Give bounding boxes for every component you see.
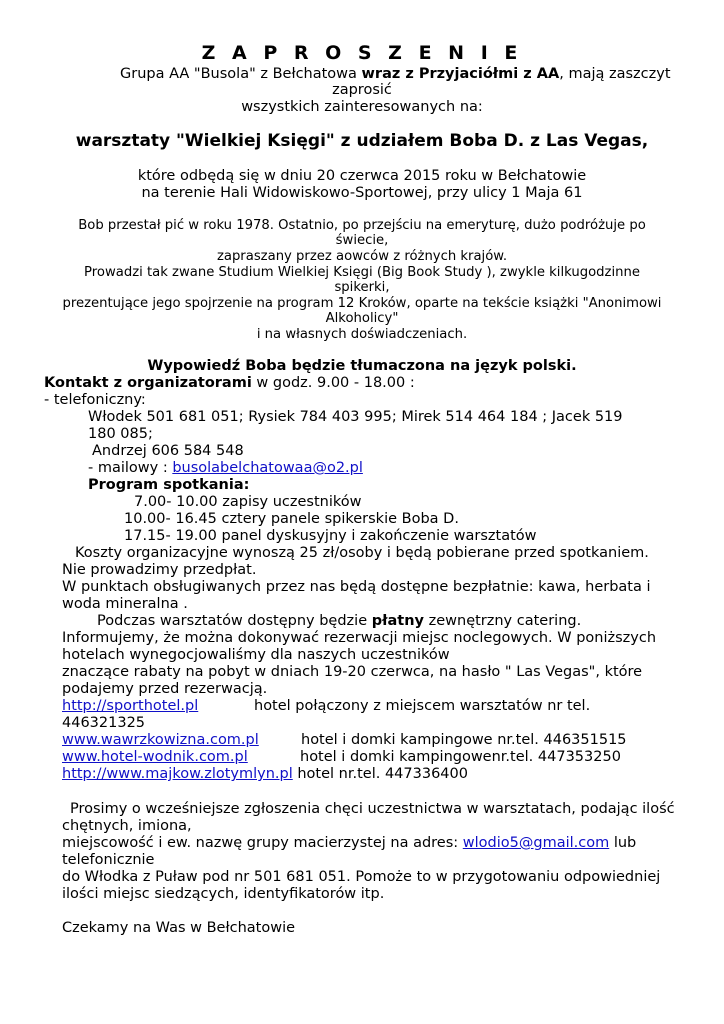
program-item: 10.00- 16.45 cztery panele spikerskie Boba D.	[124, 511, 459, 527]
request-line-3	[62, 835, 636, 852]
bio-line: spikerki,	[334, 280, 390, 295]
mail-link[interactable]: busolabelchatowaa@o2.pl	[172, 460, 363, 476]
program-item: 7.00- 10.00 zapisy uczestników	[134, 494, 362, 510]
request-line-2: chętnych, imiona,	[62, 818, 192, 834]
contact-label: Kontakt z organizatorami	[44, 375, 252, 391]
catering-text-b: zewnętrzny catering.	[424, 613, 582, 629]
request-text-a: miejscowość i ew. nazwę grupy macierzystej na adres:	[62, 835, 463, 851]
costs-line-1: Koszty organizacyjne wynoszą 25 zł/osoby i będą pobierane przed spotkaniem.	[75, 545, 649, 561]
bio-line: świecie,	[335, 233, 389, 248]
phones-label: - telefoniczny:	[44, 392, 146, 408]
program-item: 17.15- 19.00 panel dyskusyjny i zakończenie warsztatów	[124, 528, 537, 544]
hotel-desc: hotel połączony z miejscem warsztatów nr tel.	[254, 698, 591, 714]
bio-line: i na własnych doświadczeniach.	[256, 327, 468, 342]
hotel-link-majkow[interactable]: http://www.majkow.zlotymlyn.pl	[62, 766, 293, 782]
phones-line-1: Włodek 501 681 051; Rysiek 784 403 995; Mirek 514 464 184 ; Jacek 519	[88, 409, 623, 425]
phones-line-3: Andrzej 606 584 548	[92, 443, 244, 459]
contact-hours: w godz. 9.00 - 18.00 :	[251, 375, 415, 391]
hotels-intro-3: znaczące rabaty na pobyt w dniach 19-20 czerwca, na hasło " Las Vegas", które	[62, 664, 643, 680]
mail-line	[88, 460, 363, 477]
closing: Czekamy na Was w Bełchatowie	[62, 920, 296, 936]
intro-bold: wraz z Przyjaciółmi z AA	[361, 66, 560, 82]
bio-line: Bob przestał pić w roku 1978. Ostatnio, po przejściu na emeryturę, dużo podróżuje po	[78, 218, 646, 233]
event-line-1: które odbędą się w dniu 20 czerwca 2015 roku w Bełchatowie	[137, 168, 587, 184]
catering-bold: płatny	[371, 613, 424, 629]
intro-text-a: Grupa AA "Busola" z Bełchatowa	[120, 66, 362, 82]
email-link[interactable]: wlodio5@gmail.com	[462, 835, 610, 851]
costs-line-3: W punktach obsługiwanych przez nas będą dostępne bezpłatnie: kawa, herbata i	[62, 579, 651, 595]
headline: warsztaty "Wielkiej Księgi" z udziałem Boba D. z Las Vegas,	[75, 131, 649, 151]
hotels-intro-2: hotelach wynegocjowaliśmy dla naszych uczestników	[62, 647, 450, 663]
page-title: Z A P R O S Z E N I E	[201, 42, 523, 64]
request-line-5: do Włodka z Puław pod nr 501 681 051. Pomoże to w przygotowaniu odpowiedniej	[62, 869, 661, 885]
event-line-2: na terenie Hali Widowiskowo-Sportowej, przy ulicy 1 Maja 61	[141, 185, 583, 201]
request-line-6: ilości miejsc siedzących, identyfikatorów itp.	[62, 886, 385, 902]
hotels-intro-1: Informujemy, że można dokonywać rezerwacji miejsc noclegowych. W poniższych	[62, 630, 657, 646]
translation-note: Wypowiedź Boba będzie tłumaczona na język polski.	[147, 358, 577, 374]
bio-line: prezentujące jego spojrzenie na program 12 Kroków, oparte na tekście książki "Anonimowi	[62, 296, 662, 311]
hotel-link-wodnik[interactable]: www.hotel-wodnik.com.pl	[62, 749, 248, 765]
request-text-b: lub	[609, 835, 637, 851]
phones-line-2: 180 085;	[88, 426, 153, 442]
hotel-link-wawrzkowizna[interactable]: www.wawrzkowizna.com.pl	[62, 732, 259, 748]
intro-line-1	[120, 66, 671, 83]
hotel-desc: hotel i domki kampingowe nr.tel. 446351515	[301, 732, 627, 748]
intro-text-b: , mają zaszczyt	[559, 66, 671, 82]
costs-line-4: woda mineralna .	[62, 596, 188, 612]
request-line-1: Prosimy o wcześniejsze zgłoszenia chęci uczestnictwa w warsztatach, podając ilość	[70, 801, 675, 817]
hotel-desc: hotel nr.tel. 447336400	[292, 766, 468, 782]
costs-line-2: Nie prowadzimy przedpłat.	[62, 562, 257, 578]
intro-line-3: wszystkich zainteresowanych na:	[241, 99, 483, 115]
catering-text-a: Podczas warsztatów dostępny będzie	[97, 613, 372, 629]
mail-label: - mailowy :	[88, 460, 173, 476]
hotel-line-majkow	[62, 766, 468, 783]
hotel-link-sporthotel[interactable]: http://sporthotel.pl	[62, 698, 199, 714]
hotels-intro-4: podajemy przed rezerwacją.	[62, 681, 268, 697]
hotel-desc: hotel i domki kampingowenr.tel. 447353250	[300, 749, 621, 765]
bio-line: Alkoholicy"	[325, 311, 399, 326]
intro-line-2: zaprosić	[332, 82, 392, 98]
program-label: Program spotkania:	[88, 477, 250, 493]
bio-line: Prowadzi tak zwane Studium Wielkiej Księgi (Big Book Study ), zwykle kilkugodzinne	[84, 265, 640, 280]
contact-line	[44, 375, 415, 392]
hotel-desc-phone: 446321325	[62, 715, 146, 731]
request-line-4: telefonicznie	[62, 852, 155, 868]
catering-line	[97, 613, 581, 630]
bio-line: zapraszany przez aowców z różnych krajów.	[216, 249, 508, 264]
